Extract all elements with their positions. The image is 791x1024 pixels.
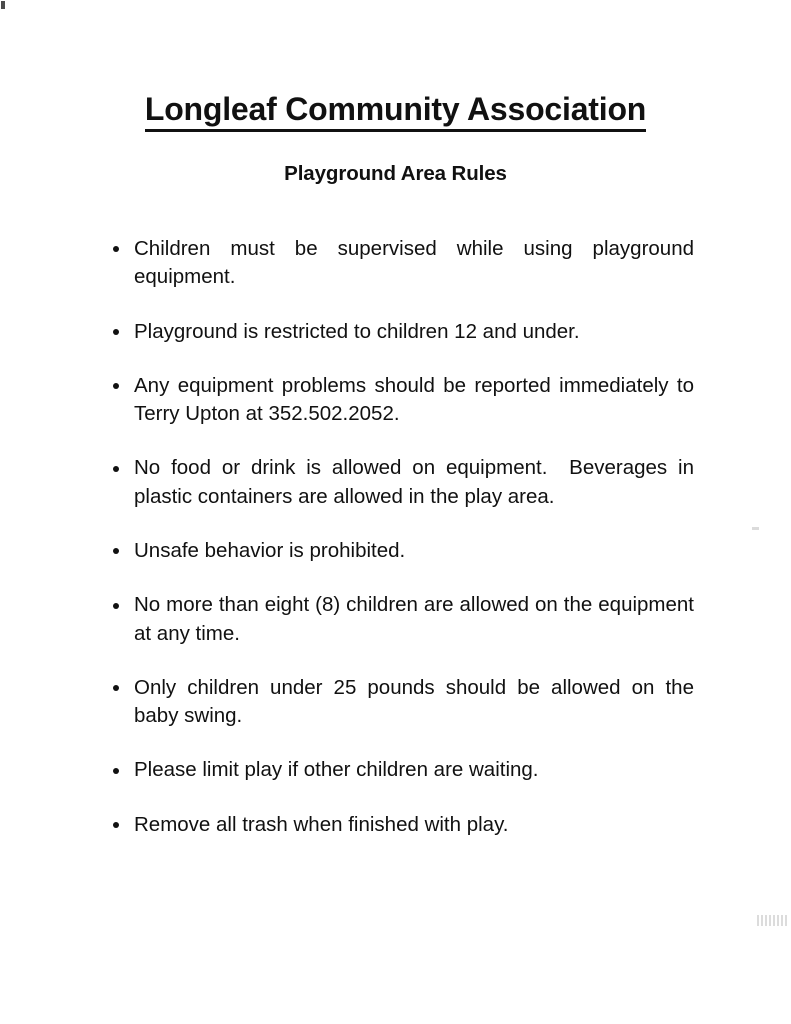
bullet-icon [113,246,119,252]
bullet-icon [113,685,119,691]
rule-item-remove-trash [112,811,694,839]
rule-text: Only children under 25 pounds should be allowed on the baby swing. [134,675,700,728]
rule-text: Remove all trash when finished with play. [134,812,509,836]
scan-artifact-bottom-smudge [757,915,787,926]
bullet-icon [113,548,119,554]
page-title: Longleaf Community Association [145,92,646,132]
bullet-icon [113,329,119,335]
bullet-icon [113,603,119,609]
rule-item-no-unsafe-behavior [112,537,694,565]
document-header [0,92,791,186]
rule-item-baby-swing-weight-limit [112,674,700,731]
playground-rules-list [112,235,700,839]
scan-artifact-margin-speck [752,527,759,530]
rule-text: No more than eight (8) children are allowed on the equipment at any time. [134,593,700,645]
rule-text: Please limit play if other children are waiting. [134,758,539,782]
rule-item-supervision [112,235,700,292]
page-subtitle: Playground Area Rules [284,162,507,186]
bullet-icon [113,768,119,774]
bullet-icon [113,383,119,389]
bullet-icon [113,466,119,472]
rule-text: No food or drink is allowed on equipment. Beverages in plastic containers are allowed in the play area. [134,456,700,508]
rule-item-age-limit [112,318,694,346]
rule-item-no-food-or-drink [112,454,700,511]
scan-artifact-corner-speck [1,1,5,9]
rule-text: Children must be supervised while using playground equipment. [134,237,700,289]
rule-item-limit-play-when-waiting [112,756,694,784]
rule-text: Unsafe behavior is prohibited. [134,538,406,562]
rule-item-report-problems [112,372,700,429]
rule-text: Playground is restricted to children 12 and under. [134,319,580,343]
bullet-icon [113,822,119,828]
rule-item-max-eight-children [112,591,700,648]
rule-text: Any equipment problems should be reported immediately to Terry Upton at 352.502.2052. [134,373,700,426]
